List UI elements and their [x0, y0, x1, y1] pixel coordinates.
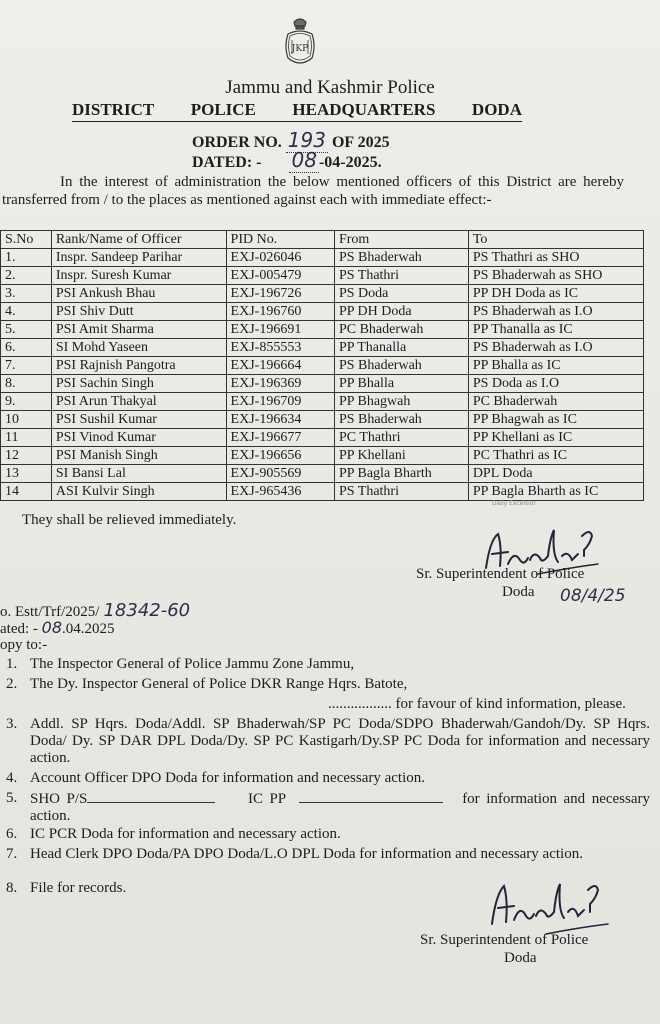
- table-row: [1, 411, 644, 429]
- cell-to: PC Thathri as IC: [468, 447, 643, 465]
- table-header-row: [1, 231, 644, 249]
- signature-2-place: Doda: [504, 950, 537, 966]
- svg-text:JKP: JKP: [291, 44, 309, 54]
- cell-to: PS Thathri as SHO: [468, 249, 643, 267]
- copy-item-text: Account Officer DPO Doda for information and necessary action.: [30, 770, 426, 786]
- copy-item-number: 5.: [6, 790, 18, 806]
- cell-officer-name: ASI Kulvir Singh: [51, 483, 226, 501]
- jk-police-emblem-icon: [278, 14, 322, 72]
- cell-officer-name: PSI Amit Sharma: [51, 321, 226, 339]
- order-number-handwritten: 193: [287, 128, 326, 152]
- copy-item-text: Head Clerk DPO Doda/PA DPO Doda/L.O DPL Doda for information and necessary action.: [30, 846, 583, 862]
- copy-item-text: IC PCR Doda for information and necessary action.: [30, 826, 341, 842]
- cell-officer-name: SI Mohd Yaseen: [51, 339, 226, 357]
- cell-from: PP Thanalla: [334, 339, 468, 357]
- cell-pid: EXJ-005479: [226, 267, 334, 285]
- copy-item-text: File for records.: [30, 880, 127, 896]
- cell-to: DPL Doda: [468, 465, 643, 483]
- cell-pid: EXJ-196664: [226, 357, 334, 375]
- cell-officer-name: PSI Arun Thakyal: [51, 393, 226, 411]
- copy-item-continuation: [0, 696, 650, 713]
- cell-to: PS Bhaderwah as SHO: [468, 267, 643, 285]
- dated-label: DATED: -: [192, 154, 262, 171]
- cell-sno: 13: [1, 465, 52, 483]
- ic-blank: [299, 790, 443, 803]
- table-row: [1, 321, 644, 339]
- cell-from: PP Bhagwah: [334, 393, 468, 411]
- office-word: HEADQUARTERS: [292, 100, 436, 119]
- cell-from: PS Bhaderwah: [334, 411, 468, 429]
- cell-to: PP DH Doda as IC: [468, 285, 643, 303]
- copy-item: [0, 770, 650, 787]
- cell-from: PP DH Doda: [334, 303, 468, 321]
- table-row: [1, 303, 644, 321]
- cell-from: PC Thathri: [334, 429, 468, 447]
- column-header: Rank/Name of Officer: [51, 231, 226, 249]
- table-row: [1, 375, 644, 393]
- copy-item-number: 1.: [6, 656, 18, 672]
- column-header: To: [468, 231, 643, 249]
- endorsement-number-label: o. Estt/Trf/2025/: [0, 604, 100, 620]
- copy-item: [0, 716, 650, 767]
- cell-pid: EXJ-196709: [226, 393, 334, 411]
- cell-officer-name: Inspr. Suresh Kumar: [51, 267, 226, 285]
- cell-pid: EXJ-026046: [226, 249, 334, 267]
- cell-sno: 8.: [1, 375, 52, 393]
- organization-name: Jammu and Kashmir Police: [225, 77, 435, 98]
- cell-officer-name: PSI Sachin Singh: [51, 375, 226, 393]
- cell-to: PP Thanalla as IC: [468, 321, 643, 339]
- cell-sno: 10: [1, 411, 52, 429]
- sho-label: SHO P/S: [30, 791, 88, 807]
- cell-sno: 7.: [1, 357, 52, 375]
- cell-sno: 11: [1, 429, 52, 447]
- cell-officer-name: Inspr. Sandeep Parihar: [51, 249, 226, 267]
- table-row: [1, 447, 644, 465]
- cell-from: PS Thathri: [334, 483, 468, 501]
- cell-sno: 5.: [1, 321, 52, 339]
- copy-to-label: opy to:-: [0, 637, 48, 653]
- table-row: [1, 465, 644, 483]
- cell-officer-name: PSI Shiv Dutt: [51, 303, 226, 321]
- cell-sno: 12: [1, 447, 52, 465]
- sho-blank: [87, 790, 215, 803]
- table-row: [1, 267, 644, 285]
- cell-officer-name: PSI Sushil Kumar: [51, 411, 226, 429]
- dated-rest: -04-2025.: [318, 154, 382, 171]
- cell-to: PS Bhaderwah as I.O: [468, 339, 643, 357]
- copy-item-number: 4.: [6, 770, 18, 786]
- order-date-line: [192, 148, 382, 172]
- cell-to: PP Bhalla as IC: [468, 357, 643, 375]
- copy-item-number: 8.: [6, 880, 18, 896]
- cell-pid: EXJ-196677: [226, 429, 334, 447]
- cell-officer-name: PSI Vinod Kumar: [51, 429, 226, 447]
- cell-sno: 9.: [1, 393, 52, 411]
- cell-from: PS Thathri: [334, 267, 468, 285]
- cell-pid: EXJ-196656: [226, 447, 334, 465]
- endorsement-number-handwritten: 18342-60: [103, 600, 191, 621]
- cell-from: PP Khellani: [334, 447, 468, 465]
- intro-paragraph: In the interest of administration the below mentioned officers of this District are hereby transferred from / to the places as mentioned against each with immediate effect:-: [2, 174, 624, 208]
- copy-item-number: 6.: [6, 826, 18, 842]
- cell-from: PC Bhaderwah: [334, 321, 468, 339]
- cell-to: PP Khellani as IC: [468, 429, 643, 447]
- watermark-text: Daily Excelsior: [492, 500, 536, 507]
- cell-to: PS Bhaderwah as I.O: [468, 303, 643, 321]
- table-row: [1, 357, 644, 375]
- copy-item-tail: for information and necessary action.: [30, 791, 650, 824]
- copy-item: [0, 656, 650, 673]
- copy-item-number: 3.: [6, 716, 18, 732]
- signature-2-title: Sr. Superintendent of Police: [420, 932, 589, 948]
- table-row: [1, 249, 644, 267]
- cell-to: PS Doda as I.O: [468, 375, 643, 393]
- office-heading: [72, 100, 522, 122]
- cell-officer-name: SI Bansi Lal: [51, 465, 226, 483]
- cell-pid: EXJ-196369: [226, 375, 334, 393]
- cell-pid: EXJ-196726: [226, 285, 334, 303]
- cell-sno: 14: [1, 483, 52, 501]
- cell-pid: EXJ-965436: [226, 483, 334, 501]
- order-label: ORDER NO.: [192, 134, 282, 151]
- cell-sno: 4.: [1, 303, 52, 321]
- endorsement-dated-rest: .04.2025: [62, 621, 115, 637]
- cell-officer-name: PSI Manish Singh: [51, 447, 226, 465]
- cell-to: PP Bagla Bharth as IC: [468, 483, 643, 501]
- column-header: From: [334, 231, 468, 249]
- signature-1-date-handwritten: 08/4/25: [560, 586, 626, 606]
- ic-label: IC PP: [247, 791, 286, 807]
- cell-to: PC Bhaderwah: [468, 393, 643, 411]
- endorsement-dated-day-handwritten: 08: [41, 618, 63, 637]
- column-header: PID No.: [226, 231, 334, 249]
- endorsement-date-line: [0, 618, 115, 638]
- copy-item-text: Addl. SP Hqrs. Doda/Addl. SP Bhaderwah/SP PC Doda/SDPO Bhaderwah/Gandoh/Dy. SP Hqrs. Doda/ Dy. SP DAR DPL Doda/Dy. SP PC Kastigarh/Dy.SP PC Doda for information and necessary action.: [30, 716, 650, 766]
- cell-to: PP Bhagwah as IC: [468, 411, 643, 429]
- table-row: [1, 429, 644, 447]
- cell-officer-name: PSI Ankush Bhau: [51, 285, 226, 303]
- cell-pid: EXJ-196634: [226, 411, 334, 429]
- copy-item-text: [30, 790, 650, 825]
- office-word: POLICE: [190, 100, 256, 119]
- table-row: [1, 285, 644, 303]
- signature-1-place: Doda: [502, 584, 535, 600]
- copy-item-text: The Dy. Inspector General of Police DKR Range Hqrs. Batote,: [30, 676, 408, 692]
- order-year: OF 2025: [331, 134, 390, 151]
- copy-item: [0, 790, 650, 824]
- table-row: [1, 339, 644, 357]
- office-word: DISTRICT: [72, 100, 155, 119]
- cell-from: PS Bhaderwah: [334, 357, 468, 375]
- copy-item-number: 7.: [6, 846, 18, 862]
- cell-sno: 6.: [1, 339, 52, 357]
- cell-pid: EXJ-905569: [226, 465, 334, 483]
- dated-day-handwritten: 08: [291, 148, 317, 172]
- cell-from: PP Bagla Bharth: [334, 465, 468, 483]
- cell-officer-name: PSI Rajnish Pangotra: [51, 357, 226, 375]
- signature-1-title: Sr. Superintendent of Police: [416, 566, 585, 582]
- copy-item: [0, 676, 650, 693]
- cell-pid: EXJ-196691: [226, 321, 334, 339]
- table-row: [1, 483, 644, 501]
- copy-item-number: 2.: [6, 676, 18, 692]
- cell-from: PS Doda: [334, 285, 468, 303]
- relieved-note: They shall be relieved immediately.: [22, 512, 237, 528]
- column-header: S.No: [1, 231, 52, 249]
- endorsement-dated-label: ated: -: [0, 621, 38, 637]
- cell-sno: 1.: [1, 249, 52, 267]
- cell-from: PS Bhaderwah: [334, 249, 468, 267]
- table-body: [1, 249, 644, 501]
- copy-item-text: The Inspector General of Police Jammu Zone Jammu,: [30, 656, 355, 672]
- cell-pid: EXJ-855553: [226, 339, 334, 357]
- cell-from: PP Bhalla: [334, 375, 468, 393]
- office-word: DODA: [471, 100, 522, 119]
- table-row: [1, 393, 644, 411]
- cell-pid: EXJ-196760: [226, 303, 334, 321]
- cell-sno: 2.: [1, 267, 52, 285]
- copy-item: [0, 826, 650, 843]
- cell-sno: 3.: [1, 285, 52, 303]
- copy-item-text: ................. for favour of kind information, please.: [328, 696, 626, 712]
- transfer-table: [0, 230, 644, 501]
